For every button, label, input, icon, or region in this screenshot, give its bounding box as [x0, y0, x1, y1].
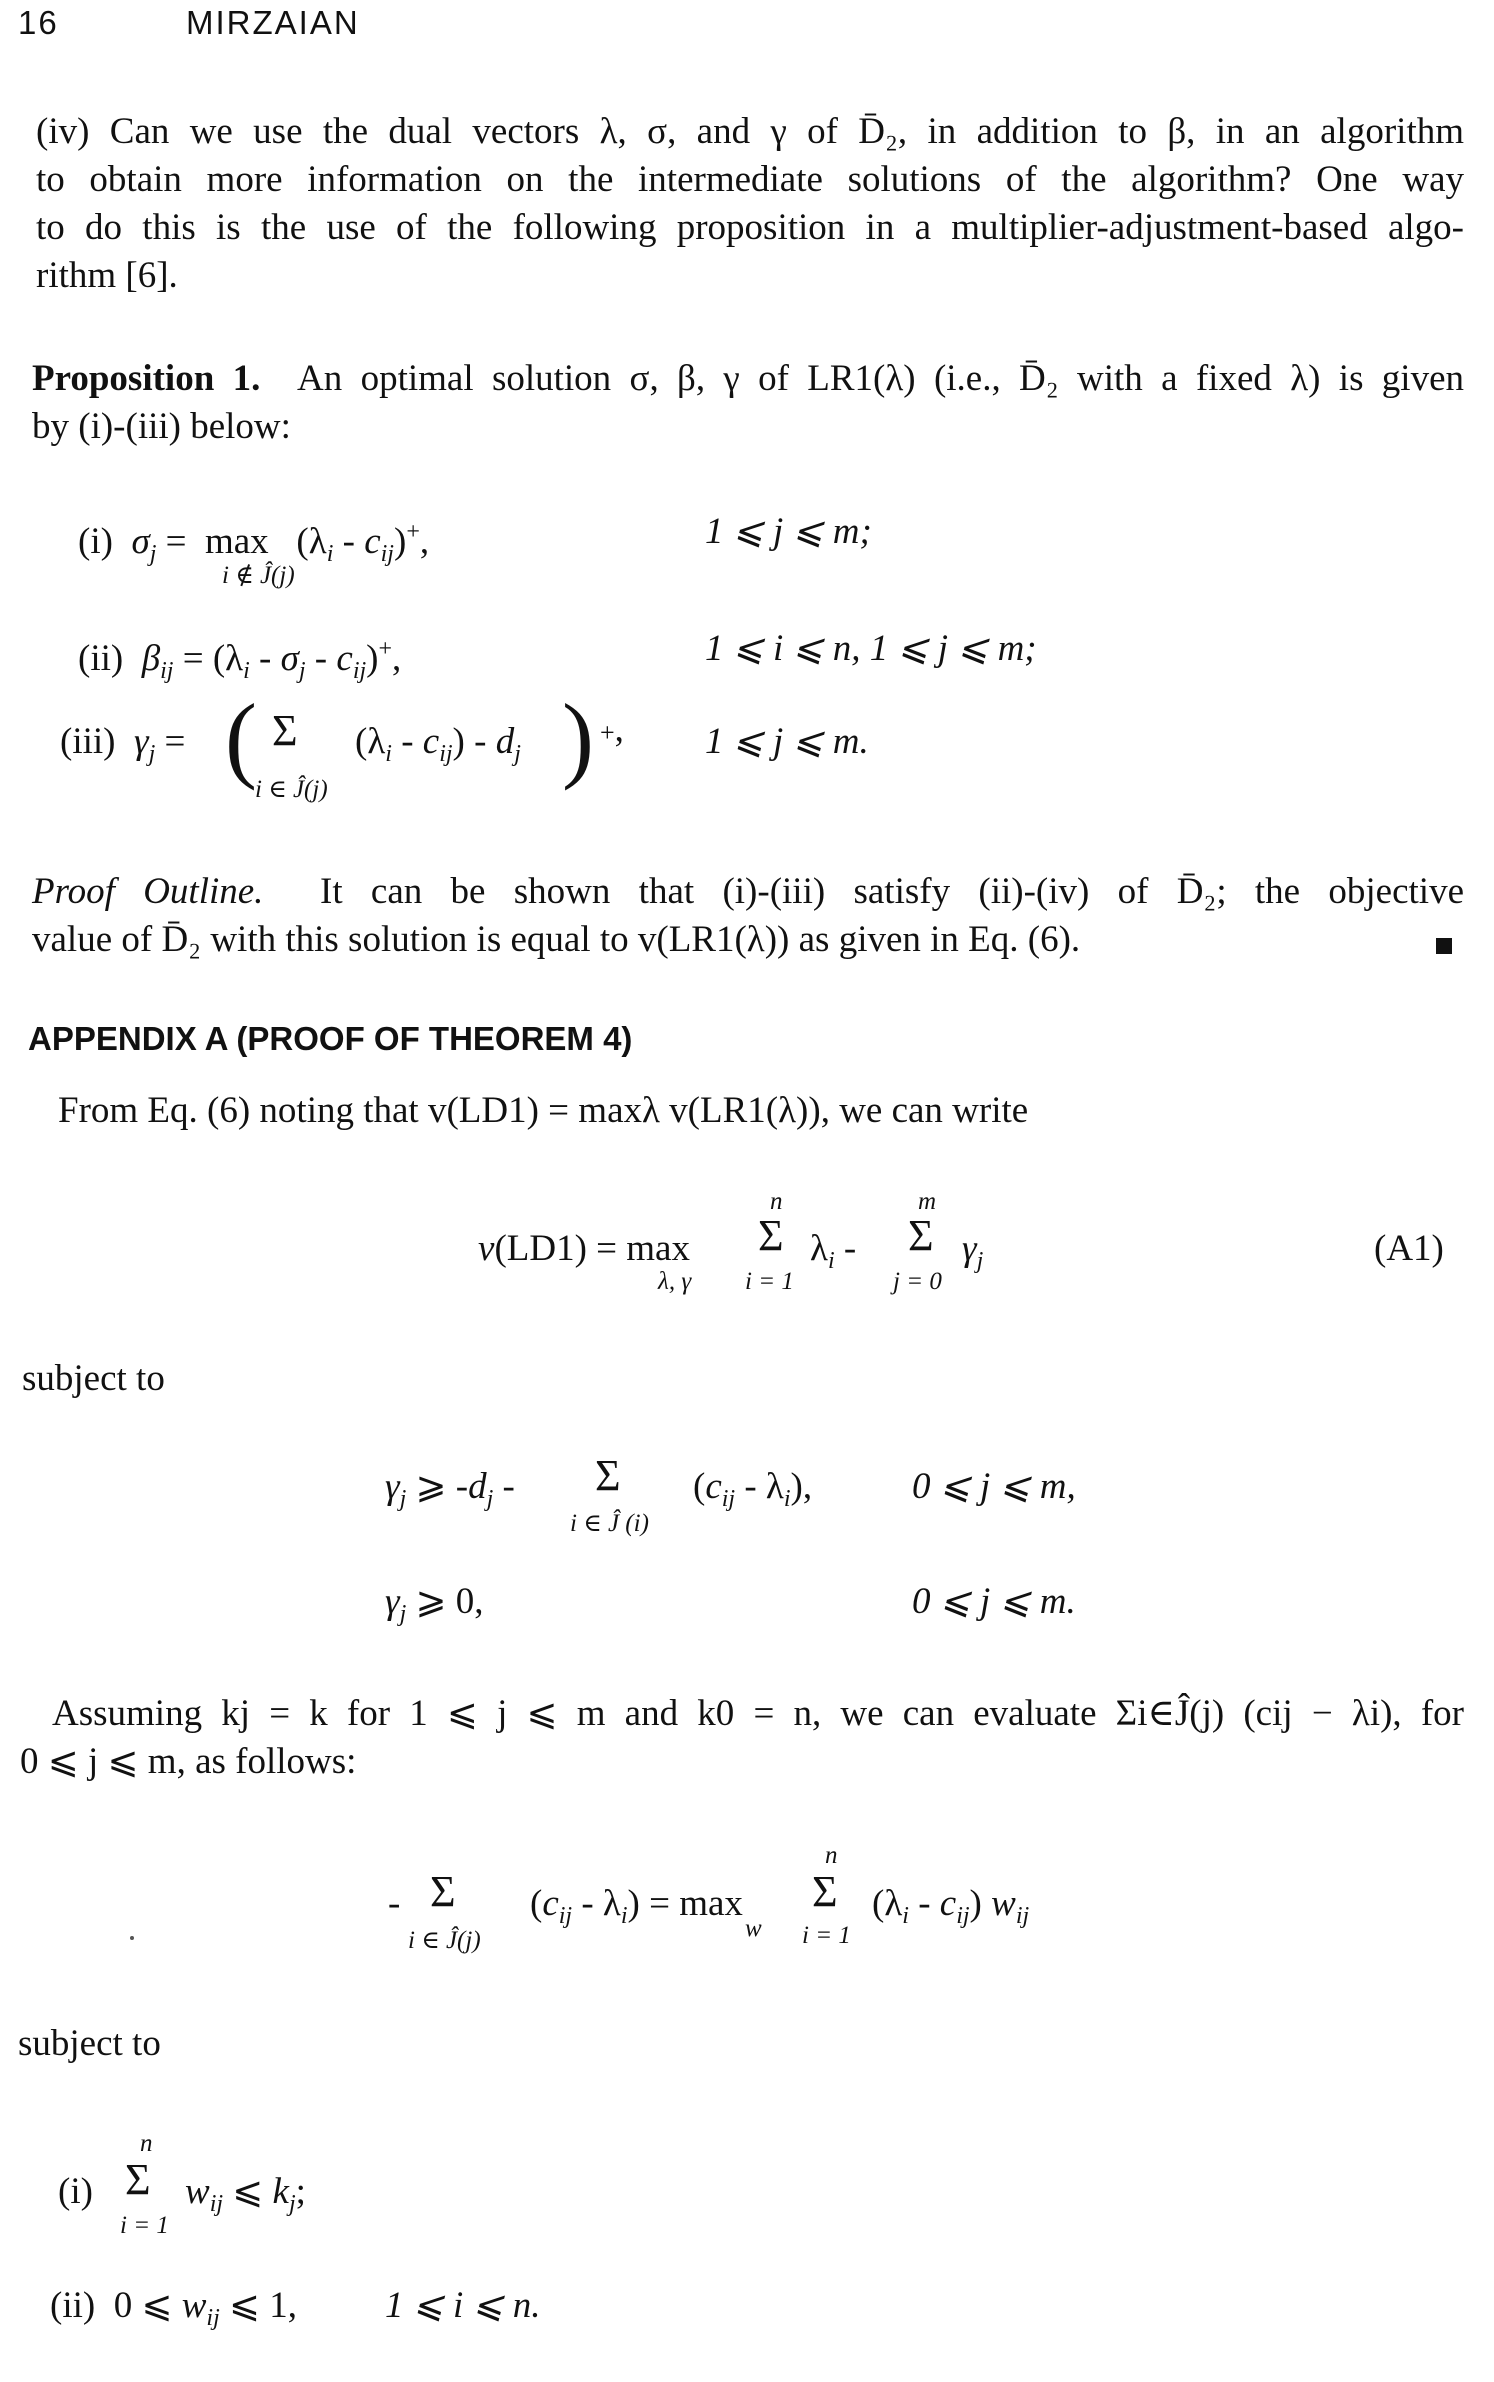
- constraint-1-cond: 0 ⩽ j ⩽ m,: [912, 1466, 1076, 1507]
- proposition-1: [32, 355, 1464, 451]
- assume-line-2: 0 ⩽ j ⩽ m, as follows:: [20, 1741, 357, 1782]
- paragraph-line: rithm [6].: [36, 255, 178, 296]
- prop-eq-iii-cond: 1 ⩽ j ⩽ m.: [705, 721, 869, 762]
- sum-lower-i1: i = 1: [745, 1268, 794, 1295]
- prop-eq-ii-cond: 1 ⩽ i ⩽ n, 1 ⩽ j ⩽ m;: [705, 628, 1037, 669]
- max-under-w: w: [745, 1915, 762, 1942]
- prop-eq-iii: (iii) $\gamma_j$ =: [60, 721, 186, 767]
- sum-lower-i1: i = 1: [802, 1922, 851, 1949]
- eval-eq-left: -: [388, 1883, 401, 1924]
- eq-a1: v(LD1) = max: [478, 1228, 700, 1269]
- assuming-paragraph: [52, 1690, 1464, 1738]
- prop-eq-i: (i) $\sigma_j = \max (\lambda_i - c_{ij})^+$,: [78, 519, 430, 567]
- eval-eq-right: $(\lambda_i - c_{ij})$ $w_{ij}$: [872, 1883, 1030, 1929]
- sigma-symbol: Σ: [595, 1451, 621, 1500]
- constraint-1-under: i ∈ Ĵ (i): [570, 1510, 649, 1537]
- w-constraint-i-body: $w_{ij}$ ⩽ $k_j$;: [185, 2171, 306, 2217]
- proof-text: It can be shown that (i)-(iii) satisfy (ii)-(iv) of D̄₂; the objective: [320, 871, 1465, 912]
- paragraph-iv: [36, 108, 1464, 300]
- proof-outline: [32, 868, 1464, 964]
- sum-upper-n: n: [825, 1842, 838, 1869]
- proof-label: Proof Outline.: [32, 871, 264, 912]
- sum-lower-i1: i = 1: [120, 2212, 169, 2239]
- sum-upper-m: m: [918, 1188, 937, 1215]
- page-number: 16: [18, 4, 59, 41]
- proposition-text-2: by (i)-(iii) below:: [32, 406, 291, 447]
- appendix-heading: APPENDIX A (PROOF OF THEOREM 4): [28, 1020, 633, 1057]
- eq-label: (i): [78, 521, 113, 562]
- paragraph-line: (iv) Can we use the dual vectors λ, σ, and γ of D̄₂, in addition to β, in an algorithm: [36, 111, 1464, 152]
- eq-label: (i): [58, 2171, 93, 2212]
- sigma-symbol: Σ: [908, 1211, 934, 1260]
- constraint-1-body: $(c_{ij} - \lambda_i)$,: [693, 1466, 813, 1512]
- prop-eq-i-under: i ∉ Ĵ(j): [222, 562, 295, 589]
- constraint-1: $\gamma_j$ ⩾ $-d_j$ -: [385, 1466, 515, 1512]
- sigma-symbol: Σ: [812, 1867, 838, 1916]
- sigma-symbol: Σ: [125, 2155, 151, 2204]
- eval-eq-mid: $(c_{ij} - \lambda_i) = \max$: [530, 1883, 743, 1929]
- running-head-author: MIRZAIAN: [186, 4, 360, 41]
- sum-upper-n: n: [140, 2130, 153, 2157]
- subject-to-2: subject to: [18, 2023, 161, 2064]
- plus-sup: +,: [600, 709, 624, 750]
- paragraph-line: to obtain more information on the intermediate solutions of the algorithm? One way: [36, 159, 1464, 200]
- eq-label: (ii): [50, 2285, 96, 2326]
- w-constraint-ii-cond: 1 ⩽ i ⩽ n.: [385, 2285, 541, 2326]
- proof-text-2: value of D̄₂ with this solution is equal to v(LR1(λ)) as given in Eq. (6).: [32, 919, 1081, 960]
- max-under: λ, γ: [658, 1268, 692, 1295]
- prop-eq-i-cond: 1 ⩽ j ⩽ m;: [705, 511, 872, 552]
- paragraph-line: to do this is the use of the following proposition in a multiplier-adjustment-based algo-: [36, 207, 1464, 248]
- appendix-intro: From Eq. (6) noting that v(LD1) = maxλ v(LR1(λ)), we can write: [58, 1090, 1029, 1131]
- w-constraint-ii: (ii) 0 ⩽ $w_{ij}$ ⩽ 1,: [50, 2285, 298, 2331]
- eq-label: (iii): [60, 721, 116, 762]
- prop-eq-iii-body: $(\lambda_i - c_{ij}) - d_j$: [355, 721, 521, 767]
- sigma-symbol: Σ: [430, 1867, 456, 1916]
- sum-upper-n: n: [770, 1188, 783, 1215]
- sigma-symbol: Σ: [272, 706, 298, 755]
- qed-square: [1436, 938, 1452, 954]
- eq-a1-label: (A1): [1374, 1228, 1444, 1269]
- left-paren: (: [225, 684, 257, 791]
- proposition-text: An optimal solution σ, β, γ of LR1(λ) (i.e., D̄₂ with a fixed λ) is given: [297, 358, 1464, 399]
- constraint-2: $\gamma_j$ ⩾ 0,: [385, 1581, 484, 1627]
- stray-dot: [130, 1936, 134, 1940]
- proposition-label: Proposition 1.: [32, 358, 261, 399]
- right-paren: ): [562, 684, 594, 791]
- prop-eq-iii-under: i ∈ Ĵ(j): [255, 776, 328, 803]
- eq-label: (ii): [78, 638, 124, 679]
- subject-to-1: subject to: [22, 1358, 165, 1399]
- sum-lower-j0: j = 0: [893, 1268, 942, 1295]
- sigma-symbol: Σ: [758, 1211, 784, 1260]
- prop-eq-ii: (ii) $\beta_{ij} = (\lambda_i - \sigma_j - c_{ij})^+$,: [78, 636, 402, 684]
- w-constraint-i: [58, 2168, 93, 2216]
- assume-line: Assuming kj = k for 1 ⩽ j ⩽ m and k0 = n, we can evaluate Σi∈Ĵ(j) (cij − λi), for: [52, 1693, 1464, 1734]
- eq-a1-term2: $\gamma_j$: [962, 1228, 984, 1274]
- eval-under-left: i ∈ Ĵ(j): [408, 1927, 481, 1954]
- constraint-2-cond: 0 ⩽ j ⩽ m.: [912, 1581, 1076, 1622]
- eq-a1-term1: $\lambda_i$ -: [810, 1228, 857, 1274]
